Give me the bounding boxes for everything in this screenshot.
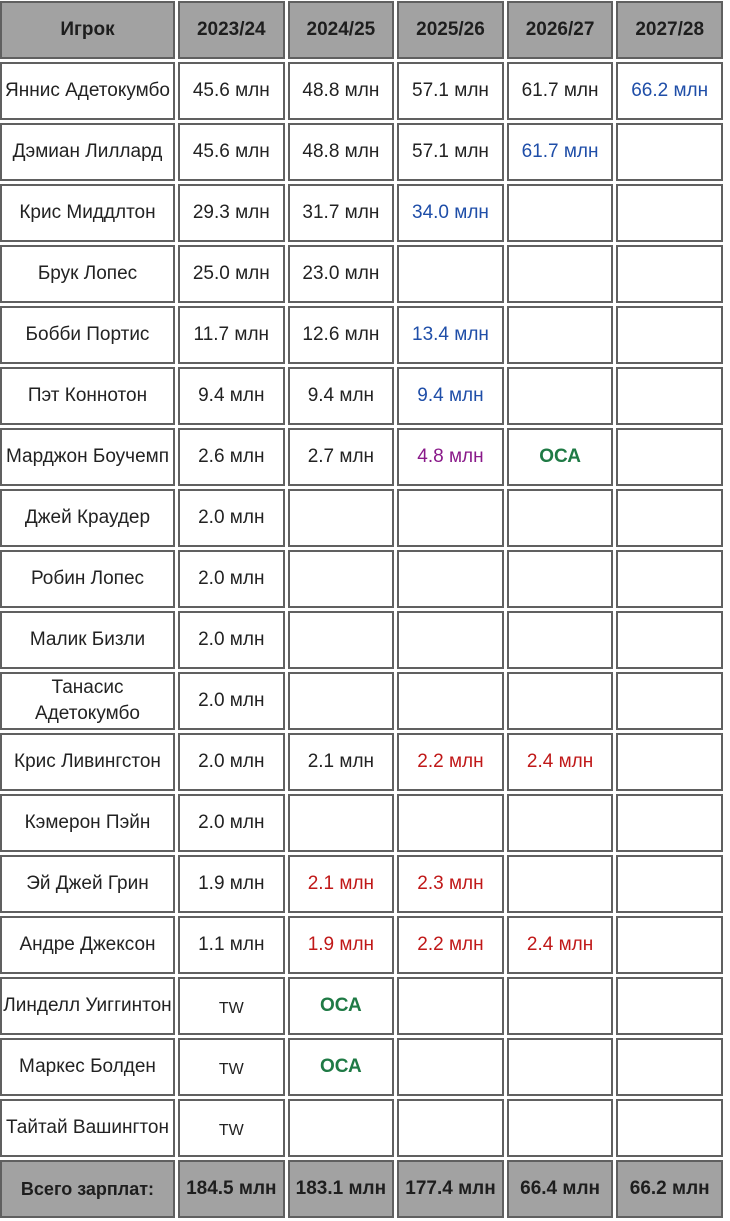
player-name: Линделл Уиггинтон — [0, 977, 175, 1035]
table-row — [0, 611, 723, 669]
salary-cell: 2.1 млн — [288, 733, 395, 791]
totals-label: Всего зарплат: — [0, 1160, 175, 1218]
player-name: Яннис Адетокумбо — [0, 62, 175, 120]
header-season-2023-24: 2023/24 — [178, 1, 285, 59]
salary-cell: 2.0 млн — [178, 794, 285, 852]
salary-cell — [507, 1038, 614, 1096]
table-row — [0, 1099, 723, 1157]
salary-cell — [507, 794, 614, 852]
table-header — [0, 1, 723, 59]
salary-cell: 61.7 млн — [507, 123, 614, 181]
salary-cell: 29.3 млн — [178, 184, 285, 242]
salary-cell: 66.2 млн — [616, 62, 723, 120]
salary-cell — [507, 550, 614, 608]
salary-cell — [397, 489, 504, 547]
salary-cell: 2.0 млн — [178, 550, 285, 608]
salary-cell: 2.7 млн — [288, 428, 395, 486]
salary-cell — [616, 306, 723, 364]
salary-cell — [507, 672, 614, 730]
salary-cell — [397, 794, 504, 852]
salary-cell: 1.9 млн — [178, 855, 285, 913]
salary-cell: 2.0 млн — [178, 611, 285, 669]
player-name: Крис Миддлтон — [0, 184, 175, 242]
salary-cell: 4.8 млн — [397, 428, 504, 486]
total-value: 66.4 млн — [507, 1160, 614, 1218]
table-row — [0, 672, 723, 730]
salary-cell — [616, 123, 723, 181]
table-footer — [0, 1160, 723, 1218]
total-value: 66.2 млн — [616, 1160, 723, 1218]
player-name: Робин Лопес — [0, 550, 175, 608]
salary-cell: 9.4 млн — [397, 367, 504, 425]
player-name: Кэмерон Пэйн — [0, 794, 175, 852]
table-row — [0, 916, 723, 974]
player-name: Брук Лопес — [0, 245, 175, 303]
salary-cell: 48.8 млн — [288, 62, 395, 120]
totals-row — [0, 1160, 723, 1218]
salary-cell — [616, 1038, 723, 1096]
salary-cell — [397, 611, 504, 669]
player-name: Малик Бизли — [0, 611, 175, 669]
salary-cell: ОСА — [507, 428, 614, 486]
total-value: 184.5 млн — [178, 1160, 285, 1218]
salary-cell — [616, 489, 723, 547]
salary-cell: 11.7 млн — [178, 306, 285, 364]
salary-cell — [616, 672, 723, 730]
salary-cell: 1.1 млн — [178, 916, 285, 974]
salary-cell: 2.4 млн — [507, 733, 614, 791]
salary-cell: 48.8 млн — [288, 123, 395, 181]
salary-cell: ОСА — [288, 1038, 395, 1096]
table-row — [0, 62, 723, 120]
salary-cell — [288, 794, 395, 852]
salary-cell — [616, 855, 723, 913]
salary-cell: 13.4 млн — [397, 306, 504, 364]
salary-cell — [507, 367, 614, 425]
total-value: 177.4 млн — [397, 1160, 504, 1218]
table-body — [0, 62, 723, 1157]
table-row — [0, 1038, 723, 1096]
salary-cell — [616, 977, 723, 1035]
table-row — [0, 184, 723, 242]
salary-cell — [616, 611, 723, 669]
salary-cell — [507, 245, 614, 303]
salary-cell — [507, 855, 614, 913]
salary-cell: 2.2 млн — [397, 916, 504, 974]
salary-cell — [616, 794, 723, 852]
salary-cell: 2.0 млн — [178, 489, 285, 547]
salary-cell: 34.0 млн — [397, 184, 504, 242]
salary-cell — [288, 550, 395, 608]
salary-cell — [397, 977, 504, 1035]
salary-cell — [507, 306, 614, 364]
header-season-2025-26: 2025/26 — [397, 1, 504, 59]
salary-cell: 12.6 млн — [288, 306, 395, 364]
player-name: Джей Краудер — [0, 489, 175, 547]
salary-cell — [616, 184, 723, 242]
player-name: Андре Джексон — [0, 916, 175, 974]
salary-cell — [397, 1038, 504, 1096]
salary-cell: 45.6 млн — [178, 62, 285, 120]
table-row — [0, 306, 723, 364]
salary-cell — [616, 733, 723, 791]
salary-cell: 2.0 млн — [178, 733, 285, 791]
salary-cell: 57.1 млн — [397, 123, 504, 181]
salary-cell: 25.0 млн — [178, 245, 285, 303]
salary-cell: 2.3 млн — [397, 855, 504, 913]
salary-cell — [616, 916, 723, 974]
salary-cell — [288, 489, 395, 547]
salary-cell — [397, 550, 504, 608]
salary-cell — [397, 245, 504, 303]
player-name: Бобби Портис — [0, 306, 175, 364]
salary-cell: 61.7 млн — [507, 62, 614, 120]
header-season-2027-28: 2027/28 — [616, 1, 723, 59]
salary-cell — [616, 367, 723, 425]
salary-cell: 45.6 млн — [178, 123, 285, 181]
salary-cell — [616, 245, 723, 303]
player-name: Маркес Болден — [0, 1038, 175, 1096]
salary-cell: 2.6 млн — [178, 428, 285, 486]
player-name: Тайтай Вашингтон — [0, 1099, 175, 1157]
salary-cell — [507, 611, 614, 669]
salary-cell: 2.2 млн — [397, 733, 504, 791]
table-row — [0, 428, 723, 486]
salary-cell — [507, 1099, 614, 1157]
table-row — [0, 123, 723, 181]
salary-cell — [288, 611, 395, 669]
salary-cell: 23.0 млн — [288, 245, 395, 303]
salary-cell: 57.1 млн — [397, 62, 504, 120]
salary-cell: 9.4 млн — [178, 367, 285, 425]
header-season-2026-27: 2026/27 — [507, 1, 614, 59]
salary-cell: 2.1 млн — [288, 855, 395, 913]
salary-cell: 2.4 млн — [507, 916, 614, 974]
player-name: Дэмиан Лиллард — [0, 123, 175, 181]
salary-cell — [616, 1099, 723, 1157]
salary-cell — [616, 428, 723, 486]
table-row — [0, 367, 723, 425]
salary-cell: ОСА — [288, 977, 395, 1035]
player-name: Танасис Адетокумбо — [0, 672, 175, 730]
table-row — [0, 855, 723, 913]
player-name: Пэт Коннотон — [0, 367, 175, 425]
salary-cell — [397, 672, 504, 730]
table-row — [0, 977, 723, 1035]
salary-cell: TW — [178, 977, 285, 1035]
header-row — [0, 1, 723, 59]
salary-cell — [616, 550, 723, 608]
salary-cell: TW — [178, 1099, 285, 1157]
salary-cell: TW — [178, 1038, 285, 1096]
salary-cell — [288, 1099, 395, 1157]
header-player: Игрок — [0, 1, 175, 59]
table-row — [0, 245, 723, 303]
salary-cell — [397, 1099, 504, 1157]
table-row — [0, 489, 723, 547]
player-name: Крис Ливингстон — [0, 733, 175, 791]
salary-cell — [288, 672, 395, 730]
player-name: Марджон Боучемп — [0, 428, 175, 486]
player-name: Эй Джей Грин — [0, 855, 175, 913]
salary-cell: 9.4 млн — [288, 367, 395, 425]
total-value: 183.1 млн — [288, 1160, 395, 1218]
table-row — [0, 733, 723, 791]
salary-cell — [507, 489, 614, 547]
salary-cell: 1.9 млн — [288, 916, 395, 974]
salary-cell: 31.7 млн — [288, 184, 395, 242]
table-row — [0, 794, 723, 852]
salary-cell — [507, 977, 614, 1035]
header-season-2024-25: 2024/25 — [288, 1, 395, 59]
salary-cell — [507, 184, 614, 242]
salary-cell: 2.0 млн — [178, 672, 285, 730]
table-row — [0, 550, 723, 608]
